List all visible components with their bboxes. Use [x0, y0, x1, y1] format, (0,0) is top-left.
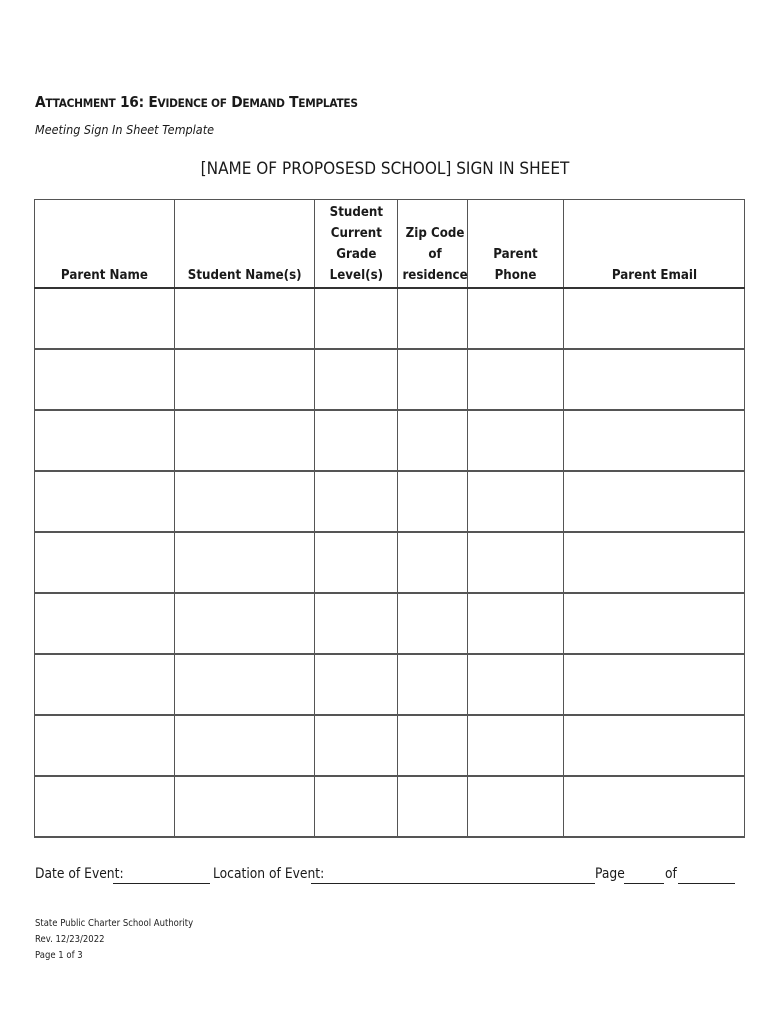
footer-organization: State Public Charter School Authority: [35, 918, 194, 929]
table-cell[interactable]: [398, 715, 468, 776]
table-cell[interactable]: [315, 471, 398, 532]
table-cell[interactable]: [564, 593, 745, 654]
table-cell[interactable]: [35, 532, 175, 593]
date-of-event-label: Date of Event:: [35, 866, 124, 882]
heading-part: 16:: [115, 93, 149, 111]
column-header-parent-email: Parent Email: [564, 200, 745, 289]
table-cell[interactable]: [175, 471, 315, 532]
heading-part: A: [35, 93, 46, 111]
heading-part: T: [284, 93, 299, 111]
table-row: [35, 349, 745, 410]
heading-part: EMPLATES: [298, 96, 358, 110]
page-label: Page: [595, 866, 625, 882]
table-cell[interactable]: [175, 288, 315, 349]
table-cell[interactable]: [175, 776, 315, 837]
table-cell[interactable]: [175, 410, 315, 471]
page-number-field[interactable]: [624, 883, 664, 884]
table-cell[interactable]: [468, 288, 564, 349]
table-cell[interactable]: [315, 776, 398, 837]
heading-part: TTACHMENT: [45, 96, 116, 110]
table-cell[interactable]: [175, 654, 315, 715]
attachment-heading: [35, 93, 358, 111]
table-cell[interactable]: [564, 715, 745, 776]
table-row: [35, 410, 745, 471]
table-cell[interactable]: [398, 471, 468, 532]
heading-part: EMAND: [242, 96, 285, 110]
heading-part: E: [148, 93, 158, 111]
column-header-zip-code: Zip Code of residence: [398, 200, 468, 289]
column-header-grade-level: Student Current Grade Level(s): [315, 200, 398, 289]
table-row: [35, 654, 745, 715]
template-subtitle: Meeting Sign In Sheet Template: [35, 122, 215, 137]
table-cell[interactable]: [564, 288, 745, 349]
date-of-event-field[interactable]: [113, 883, 210, 884]
table-cell[interactable]: [175, 349, 315, 410]
table-cell[interactable]: [315, 715, 398, 776]
table-cell[interactable]: [35, 776, 175, 837]
table-cell[interactable]: [315, 349, 398, 410]
table-cell[interactable]: [398, 654, 468, 715]
table-cell[interactable]: [564, 410, 745, 471]
table-cell[interactable]: [564, 532, 745, 593]
table-cell[interactable]: [35, 715, 175, 776]
table-cell[interactable]: [35, 349, 175, 410]
table-cell[interactable]: [564, 654, 745, 715]
table-cell[interactable]: [315, 532, 398, 593]
table-cell[interactable]: [398, 410, 468, 471]
table-cell[interactable]: [468, 349, 564, 410]
footer-revision: Rev. 12/23/2022: [35, 934, 105, 945]
table-cell[interactable]: [564, 349, 745, 410]
table-cell[interactable]: [468, 715, 564, 776]
table-cell[interactable]: [468, 532, 564, 593]
table-cell[interactable]: [35, 288, 175, 349]
table-cell[interactable]: [175, 715, 315, 776]
table-row: [35, 715, 745, 776]
table-cell[interactable]: [468, 471, 564, 532]
table-row: [35, 471, 745, 532]
table-cell[interactable]: [398, 349, 468, 410]
table-cell[interactable]: [398, 532, 468, 593]
table-header-row: [35, 200, 745, 289]
location-of-event-label: Location of Event:: [213, 866, 325, 882]
table-cell[interactable]: [398, 288, 468, 349]
column-header-parent-phone: Parent Phone: [468, 200, 564, 289]
table-cell[interactable]: [35, 654, 175, 715]
footer-page-info: Page 1 of 3: [35, 950, 83, 961]
table-cell[interactable]: [315, 593, 398, 654]
table-cell[interactable]: [315, 288, 398, 349]
of-label: of: [665, 866, 677, 882]
table-cell[interactable]: [468, 654, 564, 715]
table-cell[interactable]: [315, 654, 398, 715]
table-cell[interactable]: [564, 776, 745, 837]
table-row: [35, 288, 745, 349]
table-cell[interactable]: [175, 532, 315, 593]
sign-in-table: [34, 199, 745, 838]
table-row: [35, 593, 745, 654]
table-cell[interactable]: [468, 593, 564, 654]
table-cell[interactable]: [398, 593, 468, 654]
heading-part: D: [226, 93, 243, 111]
table-row: [35, 776, 745, 837]
table-cell[interactable]: [35, 410, 175, 471]
table-row: [35, 532, 745, 593]
table-cell[interactable]: [398, 776, 468, 837]
table-cell[interactable]: [468, 776, 564, 837]
column-header-parent-name: Parent Name: [35, 200, 175, 289]
table-cell[interactable]: [315, 410, 398, 471]
column-header-student-names: Student Name(s): [175, 200, 315, 289]
table-cell[interactable]: [35, 471, 175, 532]
location-of-event-field[interactable]: [311, 883, 595, 884]
table-cell[interactable]: [468, 410, 564, 471]
heading-part: VIDENCE OF: [157, 96, 227, 110]
table-cell[interactable]: [175, 593, 315, 654]
table-body: [35, 288, 745, 837]
table-cell[interactable]: [564, 471, 745, 532]
page-total-field[interactable]: [678, 883, 735, 884]
table-cell[interactable]: [35, 593, 175, 654]
sign-in-sheet-title: [NAME OF PROPOSESD SCHOOL] SIGN IN SHEET: [200, 159, 570, 179]
